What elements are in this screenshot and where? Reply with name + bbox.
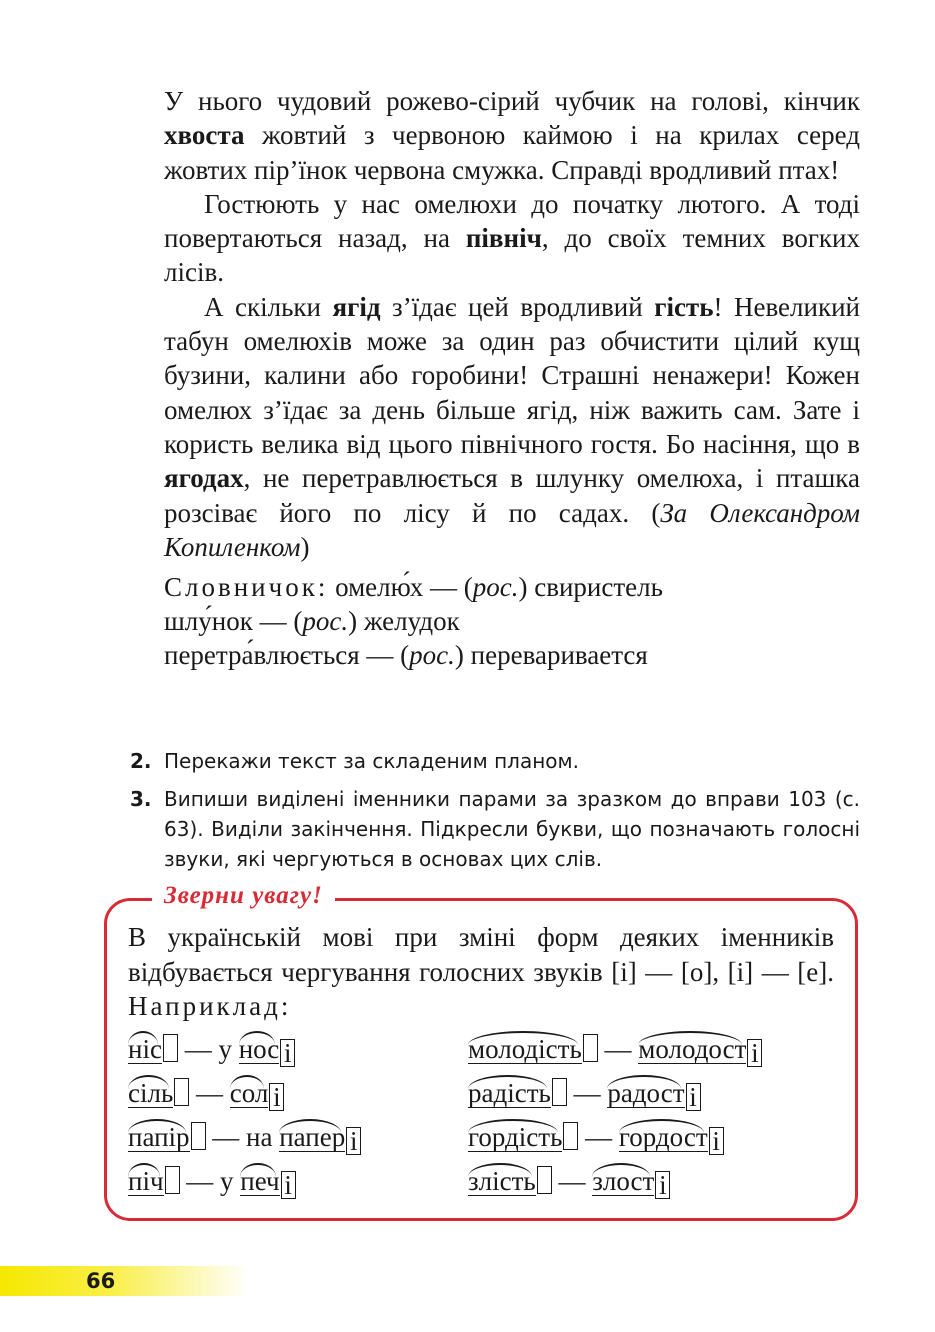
ending-box: і — [686, 1083, 701, 1111]
example-word: ніс — [128, 1032, 178, 1066]
example-word: нос і — [239, 1032, 296, 1067]
example-word: молодість — [468, 1032, 598, 1066]
glossary-label: Словничок: — [164, 572, 329, 603]
example-row: молодість — молодост і — [468, 1032, 762, 1067]
task-number: 3. — [130, 787, 152, 811]
ending-box — [191, 1122, 206, 1150]
ending-box: і — [655, 1171, 670, 1199]
ending-box: і — [280, 1039, 295, 1067]
example-word: папер і — [279, 1120, 361, 1155]
example-word: молодост і — [638, 1032, 762, 1067]
ending-box — [552, 1078, 567, 1106]
ending-box: і — [709, 1127, 724, 1155]
paragraph-3: А скільки ягід з’їдає цей вродливий гість! Невеликий табун омелюхів може за один раз обчистити цілий кущ бузини, калини або горобини! Страшні ненажери! Кожен омелюх з’їдає за день більше ягід, ніж важить сам. Зате і користь велика від цього північного гостя. Бо насіння, що в ягодах, не перетравлюється в шлунку омелюха, і пташка розсіває його по лісу й по садах. (За Олександром Копиленком) — [164, 291, 860, 562]
ending-box: і — [269, 1083, 284, 1111]
example-word: гордост і — [619, 1120, 724, 1155]
story-text — [164, 84, 860, 672]
author-credit: За Олександром Копиленком — [164, 497, 860, 562]
ending-box: і — [747, 1039, 762, 1067]
example-word: печ і — [240, 1164, 295, 1199]
task-list — [130, 746, 860, 874]
example-word: радість — [468, 1076, 567, 1110]
ending-box — [537, 1166, 552, 1194]
glossary-item: Словничок: омелю́х — (рос.) свиристель — [164, 572, 663, 603]
example-word: сол і — [230, 1076, 285, 1111]
page-number: 66 — [86, 1269, 116, 1293]
example-row: сіль — сол і — [128, 1076, 284, 1111]
example-row: злість — злост і — [468, 1164, 670, 1199]
task-number: 2. — [130, 749, 152, 773]
ending-box — [174, 1078, 189, 1106]
example-word: папір — [128, 1120, 206, 1154]
note-text: В українській мові при зміні форм деяких іменників відбувається чергування голосних звуків [і] — [о], [і] — [е]. Наприклад: — [128, 922, 834, 1021]
paragraph-1: У нього чудовий рожево-сірий чубчик на голові, кінчик хвоста жовтий з червоною каймою і на крилах серед жовтих пір’їнок червона смужка. Справді вродливий птах! — [164, 86, 860, 185]
ending-box — [165, 1166, 180, 1194]
ending-box — [163, 1034, 178, 1062]
note-title: Зверни увагу! — [152, 882, 335, 910]
paragraph-2: Гостюють у нас омелюхи до початку лютого. А тоді повертаються назад, на північ, до своїх темних вогких лісів. — [164, 188, 860, 288]
glossary-item: шлу́нок — (рос.) желудок — [164, 606, 460, 637]
example-row: папір — на папер і — [128, 1120, 361, 1155]
example-word: радост і — [607, 1076, 700, 1111]
glossary-item: перетра́влюється — (рос.) переваривается — [164, 640, 648, 671]
example-row: ніс — у нос і — [128, 1032, 295, 1067]
task-item — [130, 784, 860, 874]
example-word: гордість — [468, 1120, 578, 1154]
example-row: радість — радост і — [468, 1076, 701, 1111]
glossary — [164, 570, 860, 672]
example-word: злост і — [592, 1164, 670, 1199]
example-row: піч — у печ і — [128, 1164, 296, 1199]
ending-box — [583, 1034, 598, 1062]
example-row: гордість — гордост і — [468, 1120, 724, 1155]
footer-bar — [0, 1266, 250, 1296]
example-word: піч — [128, 1164, 180, 1198]
ending-box: і — [346, 1127, 361, 1155]
task-text: Випиши виділені іменники парами за зразком до вправи 103 (с. 63). Виділи закінчення. Підкресли букви, що позначають голосні звуки, які чергуються в основах цих слів. — [164, 787, 860, 871]
example-word: злість — [468, 1164, 552, 1198]
task-item — [130, 746, 860, 776]
ending-box — [563, 1122, 578, 1150]
example-word: сіль — [128, 1076, 189, 1110]
ending-box: і — [281, 1171, 296, 1199]
task-text: Перекажи текст за складеним планом. — [164, 749, 579, 773]
